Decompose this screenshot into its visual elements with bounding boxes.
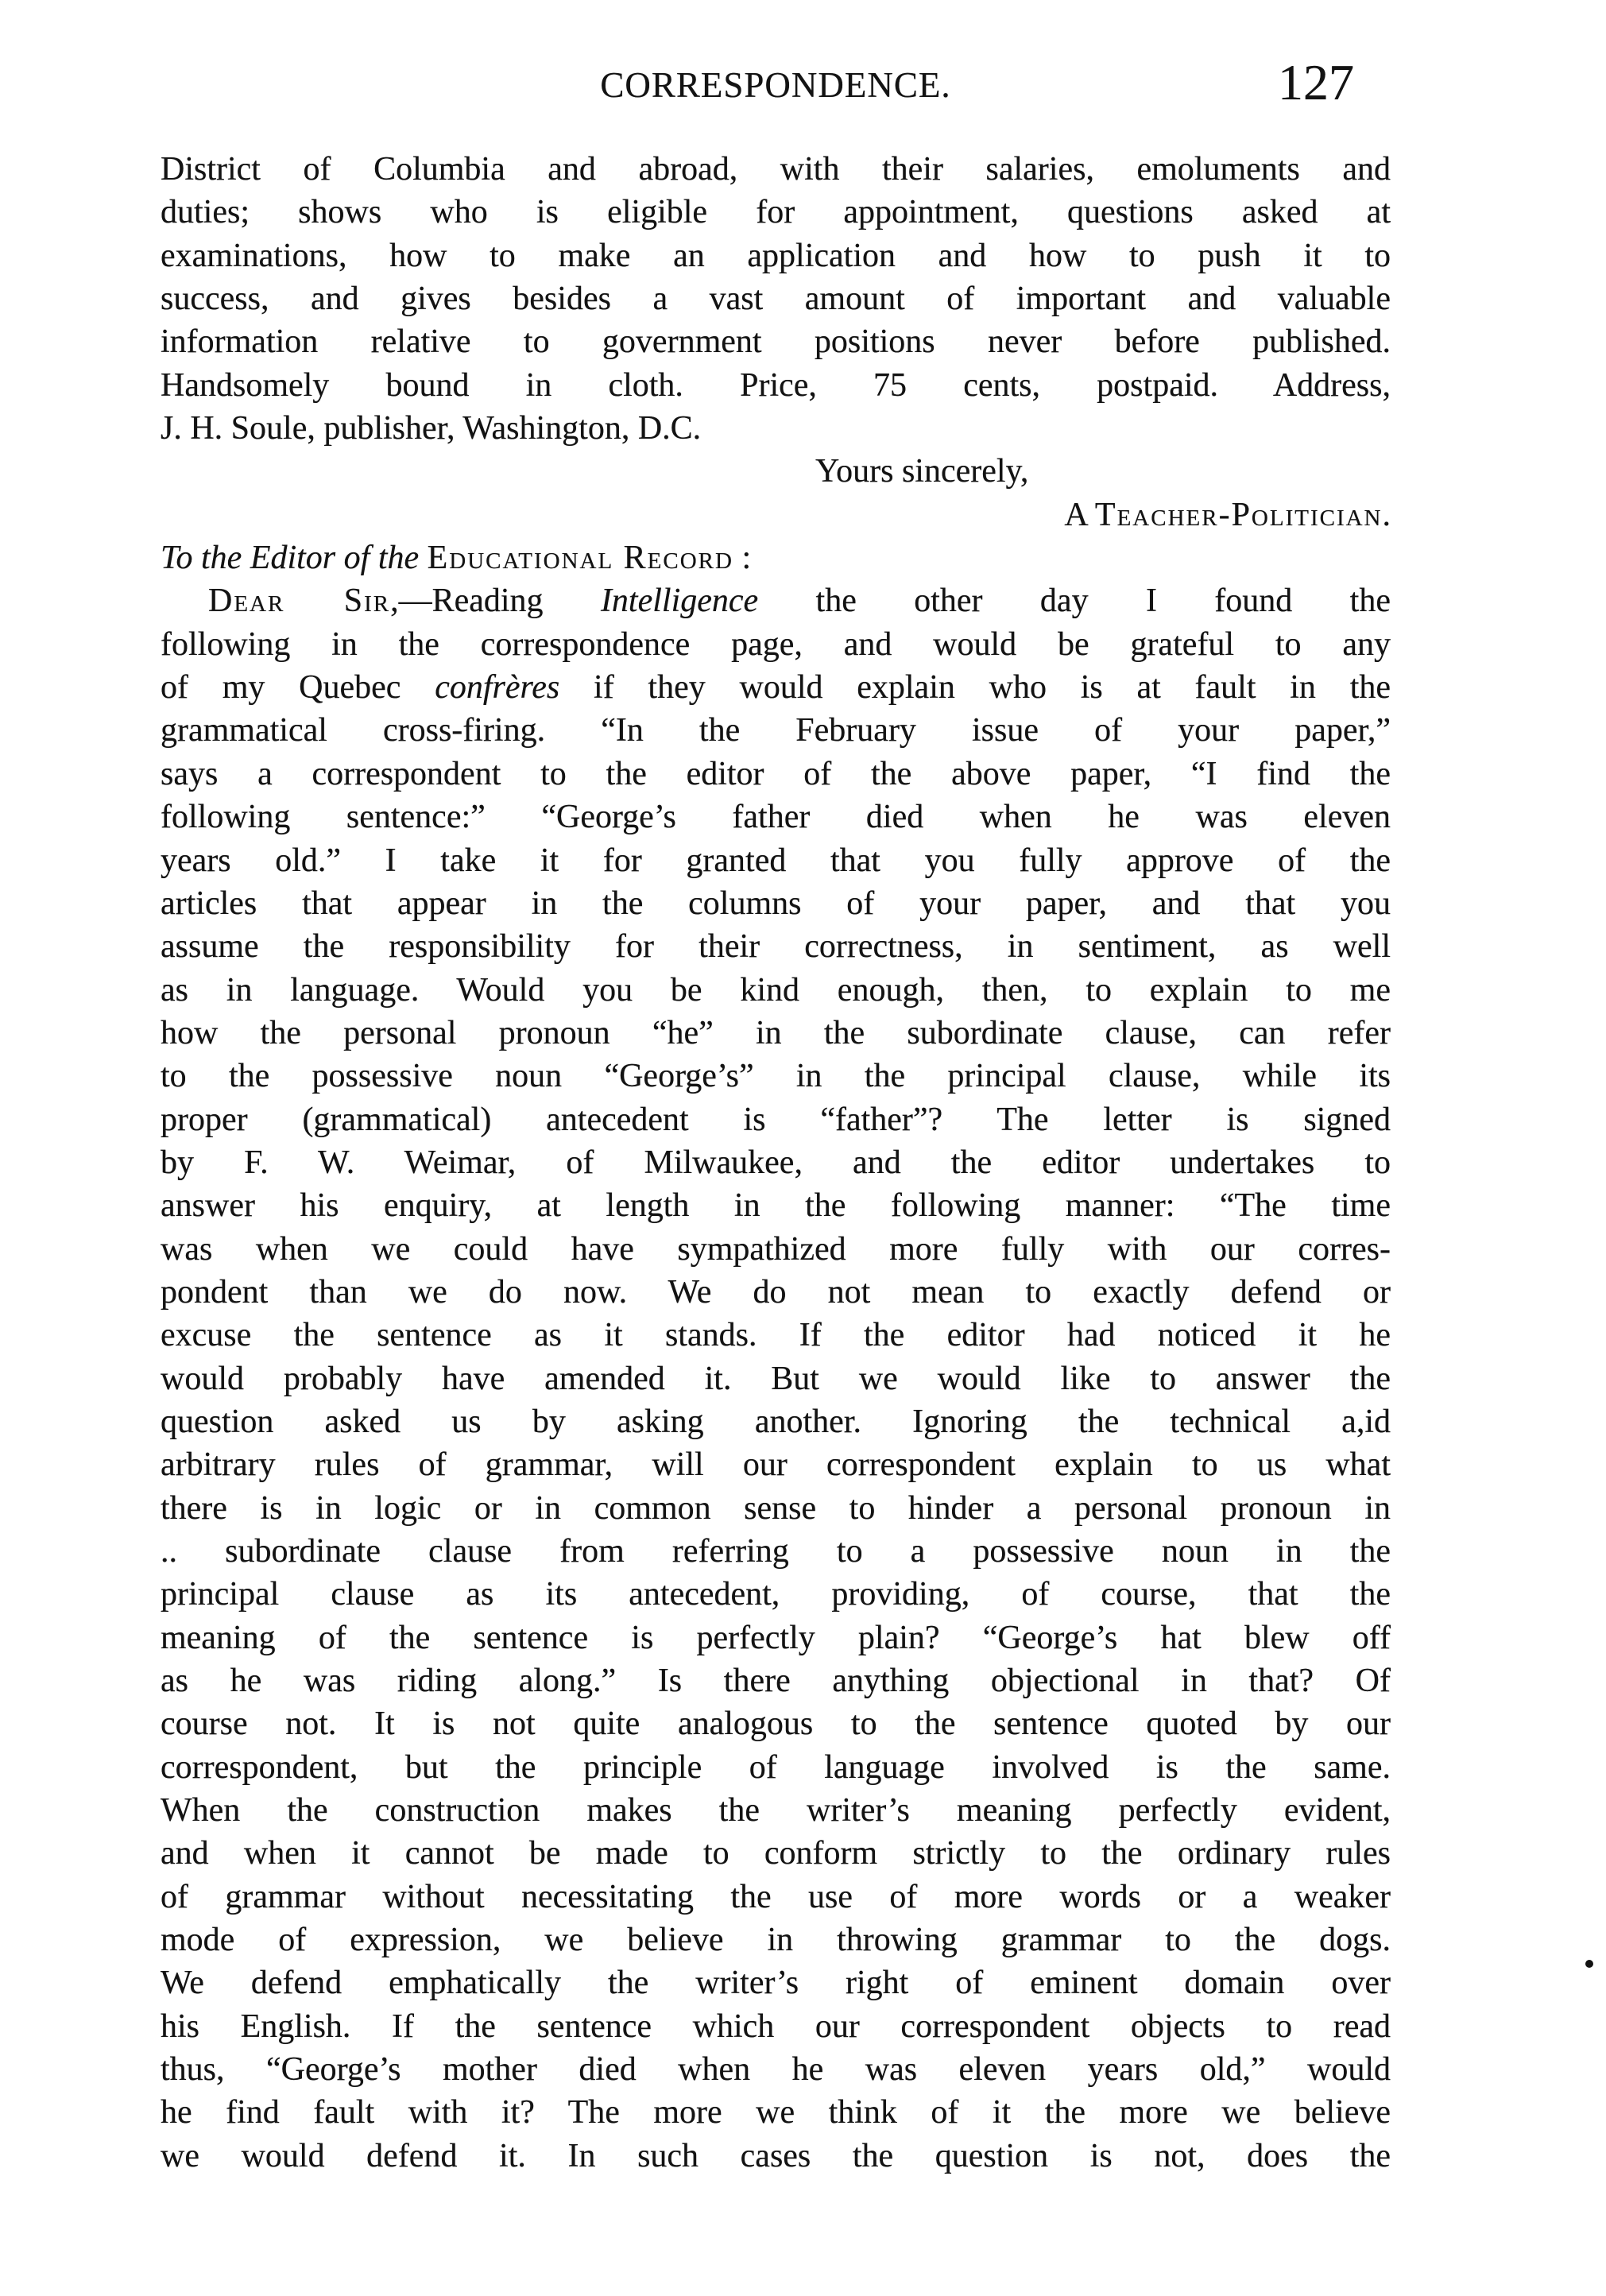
text-segment: grammatical cross-firing. “In the February issue of your paper,” — [161, 712, 1391, 749]
text-segment: answer his enquiry, at length in the following manner: “The time — [161, 1187, 1391, 1225]
text-line — [161, 407, 1391, 450]
text-line — [161, 320, 1391, 363]
text-segment: .. subordinate clause from referring to a possessive noun in the — [161, 1533, 1391, 1570]
text-line — [161, 796, 1391, 838]
text-segment: : — [733, 540, 752, 577]
text-line — [161, 536, 1391, 579]
text-line — [161, 1055, 1391, 1098]
text-segment: to the possessive noun “George’s” in the principal clause, while its — [161, 1058, 1391, 1095]
text-line — [161, 1789, 1391, 1832]
text-segment: J. H. Soule, publisher, Washington, D.C. — [161, 410, 702, 447]
text-line — [161, 2135, 1391, 2178]
text-line — [161, 191, 1391, 234]
text-line — [161, 1487, 1391, 1530]
text-line — [161, 2048, 1391, 2091]
text-segment: of my Quebec — [161, 669, 435, 707]
small-caps-text: Educational Record — [427, 540, 733, 577]
text-segment: duties; shows who is eligible for appointment, questions asked at — [161, 194, 1391, 231]
text-segment: if they would explain who is at fault in the — [559, 669, 1391, 707]
text-segment: . — [1382, 496, 1391, 533]
text-line — [161, 1832, 1391, 1875]
text-line — [161, 1616, 1391, 1659]
text-line — [161, 1141, 1391, 1184]
text-line — [161, 1702, 1391, 1745]
text-line — [161, 494, 1391, 536]
text-segment: correspondent, but the principle of language involved is the same. — [161, 1748, 1391, 1786]
text-line — [161, 2005, 1391, 2048]
text-line — [161, 277, 1391, 320]
text-line — [161, 1918, 1391, 1961]
text-segment: how the personal pronoun “he” in the subordinate clause, can refer — [161, 1014, 1391, 1051]
text-segment: meaning of the sentence is perfectly plain? “George’s hat blew off — [161, 1619, 1391, 1656]
text-line — [161, 1184, 1391, 1227]
text-line — [161, 2091, 1391, 2134]
text-line — [161, 1961, 1391, 2004]
text-line — [161, 666, 1391, 709]
text-segment: Yours sincerely, — [815, 453, 1029, 490]
text-segment: course not. It is not quite analogous to the sentence quoted by our — [161, 1706, 1391, 1743]
text-segment: following in the correspondence page, and would be grateful to any — [161, 625, 1391, 663]
ink-speck-artifact — [1585, 1960, 1593, 1968]
italic-text: To the Editor of the — [161, 540, 428, 577]
text-segment: as he was riding along.” Is there anything objectional in that? Of — [161, 1663, 1391, 1700]
text-segment: We defend emphatically the writer’s right of eminent domain over — [161, 1965, 1391, 2002]
text-line — [161, 1659, 1391, 1702]
text-segment: excuse the sentence as it stands. If the editor had noticed it he — [161, 1317, 1391, 1354]
text-line — [161, 925, 1391, 968]
text-line — [161, 623, 1391, 666]
text-line — [161, 1098, 1391, 1141]
text-line — [161, 234, 1391, 277]
text-segment: years old.” I take it for granted that you fully approve of the — [161, 842, 1391, 879]
text-segment: we would defend it. In such cases the question is not, does the — [161, 2137, 1391, 2174]
text-segment: the other day I found the — [758, 583, 1391, 620]
text-line — [161, 839, 1391, 882]
text-segment: District of Columbia and abroad, with their salaries, emoluments and — [161, 151, 1391, 188]
text-segment: ,—Reading — [390, 583, 601, 620]
text-segment: and when it cannot be made to conform strictly to the ordinary rules — [161, 1835, 1391, 1872]
text-line — [161, 450, 1391, 493]
text-segment: Handsomely bound in cloth. Price, 75 cents, postpaid. Address, — [161, 366, 1391, 404]
text-segment: When the construction makes the writer’s meaning perfectly evident, — [161, 1792, 1391, 1829]
text-segment: would probably have amended it. But we would like to answer the — [161, 1360, 1391, 1397]
text-segment: examinations, how to make an application and how to push it to — [161, 237, 1391, 274]
text-line — [161, 364, 1391, 407]
text-line — [161, 1746, 1391, 1789]
text-line — [161, 753, 1391, 796]
text-segment: question asked us by asking another. Ignoring the technical a,id — [161, 1403, 1391, 1440]
text-line — [161, 882, 1391, 925]
italic-text: confrères — [435, 669, 560, 707]
text-line — [161, 1876, 1391, 1918]
text-segment: assume the responsibility for their correctness, in sentiment, as well — [161, 928, 1391, 966]
italic-text: Intelligence — [600, 583, 759, 620]
page-number: 127 — [1278, 54, 1354, 110]
text-segment: A — [1064, 496, 1095, 533]
text-segment: articles that appear in the columns of your paper, and that you — [161, 885, 1391, 922]
text-line — [161, 1271, 1391, 1314]
text-segment: arbitrary rules of grammar, will our correspondent explain to us what — [161, 1446, 1391, 1484]
text-segment: his English. If the sentence which our correspondent objects to read — [161, 2008, 1391, 2045]
text-line — [161, 709, 1391, 752]
text-segment: success, and gives besides a vast amount of important and valuable — [161, 281, 1391, 318]
text-segment: he find fault with it? The more we think of it the more we believe — [161, 2094, 1391, 2131]
text-line — [161, 969, 1391, 1012]
small-caps-text: Dear Sir — [208, 583, 391, 620]
text-segment: proper (grammatical) antecedent is “father”? The letter is signed — [161, 1101, 1391, 1138]
text-segment: there is in logic or in common sense to hinder a personal pronoun in — [161, 1489, 1391, 1527]
text-line — [161, 148, 1391, 191]
text-segment: by F. W. Weimar, of Milwaukee, and the editor undertakes to — [161, 1144, 1391, 1181]
page-text — [161, 148, 1391, 2178]
text-line — [161, 1314, 1391, 1357]
text-line — [161, 1443, 1391, 1486]
text-line — [161, 1400, 1391, 1443]
text-segment: mode of expression, we believe in throwing grammar to the dogs. — [161, 1922, 1391, 1959]
text-segment: of grammar without necessitating the use of more words or a weaker — [161, 1878, 1391, 1915]
page-header-title: CORRESPONDENCE. — [600, 65, 951, 105]
text-segment: thus, “George’s mother died when he was eleven years old,” would — [161, 2051, 1391, 2089]
small-caps-text: Teacher-Politician — [1094, 496, 1383, 533]
text-line — [161, 1530, 1391, 1573]
text-line — [161, 1012, 1391, 1055]
text-line — [161, 1228, 1391, 1271]
text-segment: as in language. Would you be kind enough, then, to explain to me — [161, 971, 1391, 1009]
text-segment: principal clause as its antecedent, providing, of course, that the — [161, 1576, 1391, 1613]
text-line — [161, 1573, 1391, 1616]
text-segment: says a correspondent to the editor of the above paper, “I find the — [161, 755, 1391, 792]
text-segment: pondent than we do now. We do not mean to exactly defend or — [161, 1273, 1391, 1311]
text-segment: information relative to government positions never before published. — [161, 323, 1391, 361]
text-segment: was when we could have sympathized more fully with our corres- — [161, 1230, 1391, 1268]
text-line — [161, 1357, 1391, 1400]
text-line — [161, 579, 1391, 622]
text-segment: following sentence:” “George’s father died when he was eleven — [161, 799, 1391, 836]
